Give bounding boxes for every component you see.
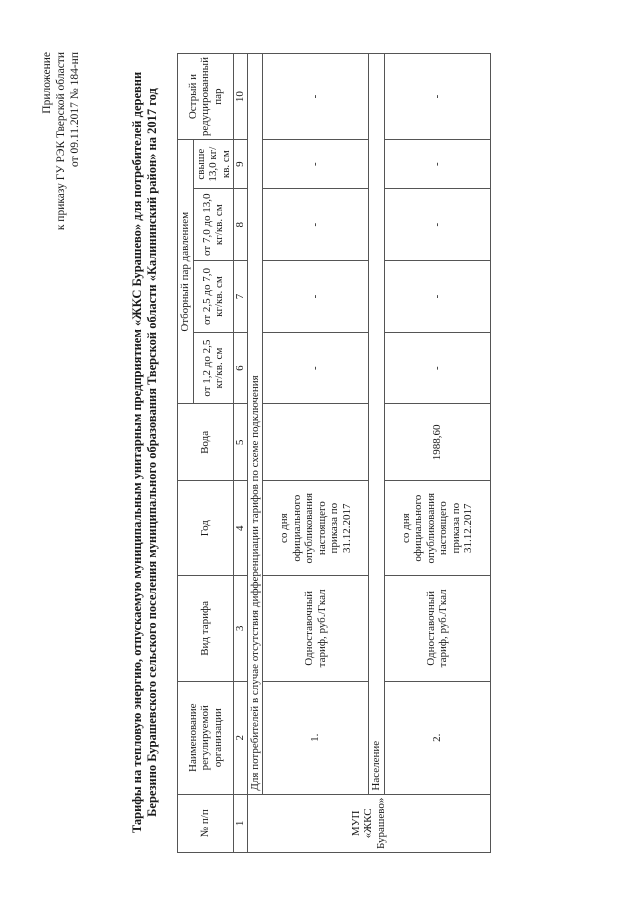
table-row bbox=[384, 54, 490, 853]
table-row bbox=[263, 54, 369, 853]
appendix-line: Приложение bbox=[41, 52, 53, 114]
header-year: Год bbox=[178, 481, 234, 576]
row-sharp: - bbox=[263, 54, 369, 140]
appendix-line: к приказу ГУ РЭК Тверской области bbox=[55, 52, 67, 231]
row-p1: - bbox=[384, 332, 490, 404]
row-p4: - bbox=[263, 140, 369, 189]
org-name-cell: МУП «ЖКС Бурашево» bbox=[247, 794, 490, 852]
title-line: Березино Бурашевского сельского поселения муниципального образования Тверской области «Калининский район» на 2017 год bbox=[145, 88, 159, 817]
tariff-table bbox=[177, 53, 491, 853]
row-sharp: - bbox=[384, 54, 490, 140]
row-year: со дня официального опубликования настоящего приказа по 31.12.2017 bbox=[263, 481, 369, 576]
row-water: 1988,60 bbox=[384, 404, 490, 481]
row-num: 1. bbox=[263, 681, 369, 794]
col-number: 9 bbox=[234, 140, 248, 189]
row-p3: - bbox=[263, 189, 369, 261]
header-tariff-type: Вид тарифа bbox=[178, 575, 234, 681]
col-number: 3 bbox=[234, 575, 248, 681]
header-num: № п/п bbox=[178, 794, 234, 852]
row-p4: - bbox=[384, 140, 490, 189]
row-year: со дня официального опубликования настоящего приказа по 31.12.2017 bbox=[384, 481, 490, 576]
header-sharp-steam: Острый и редуцированный пар bbox=[178, 54, 234, 140]
row-p2: - bbox=[263, 261, 369, 333]
section-label: Для потребителей в случае отсутствия дифференциации тарифов по схеме подключения bbox=[247, 54, 263, 795]
col-number: 5 bbox=[234, 404, 248, 481]
col-number: 2 bbox=[234, 681, 248, 794]
row-p2: - bbox=[384, 261, 490, 333]
header-p3: от 7,0 до 13,0 кг/кв. см bbox=[193, 189, 234, 261]
row-num: 2. bbox=[384, 681, 490, 794]
header-p1: от 1,2 до 2,5 кг/кв. см bbox=[193, 332, 234, 404]
header-water: Вода bbox=[178, 404, 234, 481]
row-water bbox=[263, 404, 369, 481]
appendix-line: от 09.11.2017 № 184-нп bbox=[69, 52, 81, 167]
col-number: 1 bbox=[234, 794, 248, 852]
appendix-block bbox=[40, 52, 82, 230]
document-title bbox=[130, 52, 160, 853]
header-steam-group: Отборный пар давлением bbox=[178, 140, 194, 404]
header-p2: от 2,5 до 7,0 кг/кв. см bbox=[193, 261, 234, 333]
col-number: 6 bbox=[234, 332, 248, 404]
section-row bbox=[369, 54, 385, 853]
section-row bbox=[247, 54, 263, 853]
row-tariff-type: Одноставочный тариф, руб./Гкал bbox=[384, 575, 490, 681]
header-row bbox=[178, 54, 194, 853]
column-number-row bbox=[234, 54, 248, 853]
col-number: 7 bbox=[234, 261, 248, 333]
col-number: 10 bbox=[234, 54, 248, 140]
header-p4: свыше 13,0 кг/кв. см bbox=[193, 140, 234, 189]
section-label: Население bbox=[369, 54, 385, 795]
header-org: Наименование регулируемой организации bbox=[178, 681, 234, 794]
col-number: 8 bbox=[234, 189, 248, 261]
col-number: 4 bbox=[234, 481, 248, 576]
row-p1: - bbox=[263, 332, 369, 404]
row-p3: - bbox=[384, 189, 490, 261]
row-tariff-type: Одноставочный тариф, руб./Гкал bbox=[263, 575, 369, 681]
title-line: Тарифы на тепловую энергию, отпускаемую муниципальным унитарным предприятием «ЖКС Бурашево» для потребителей деревни bbox=[130, 71, 144, 834]
